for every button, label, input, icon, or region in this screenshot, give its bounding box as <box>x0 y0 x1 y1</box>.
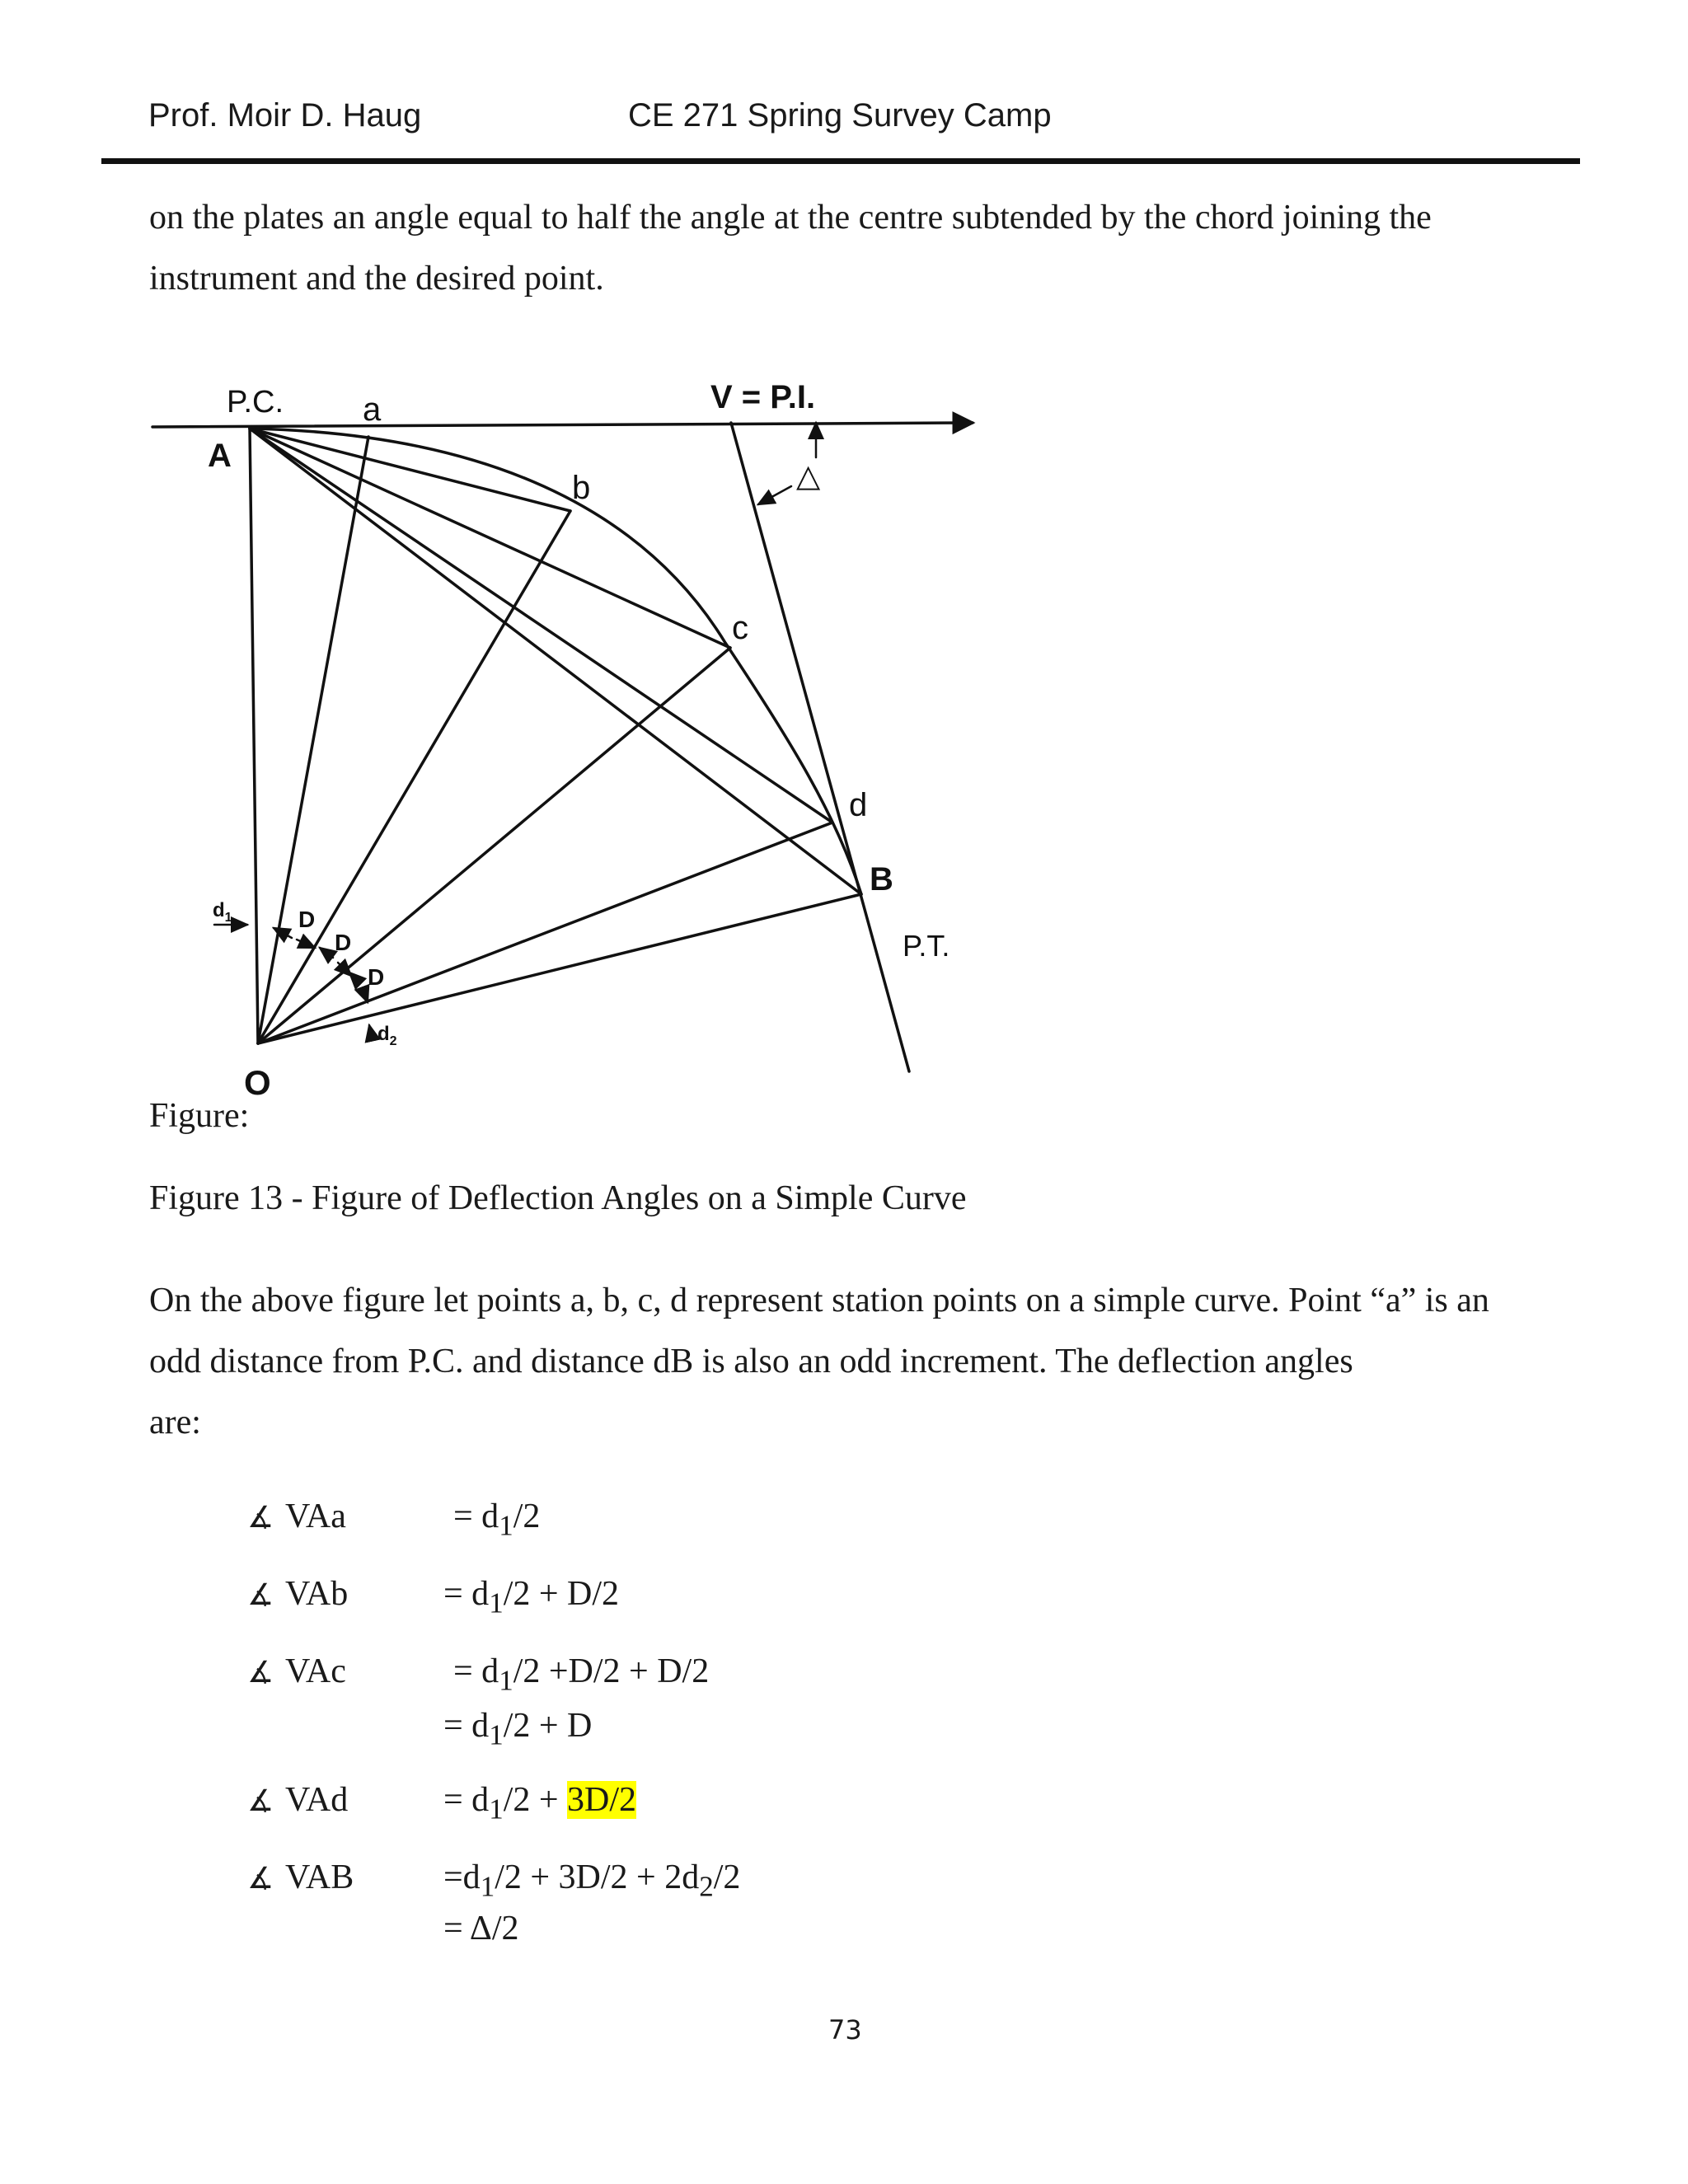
label-pc: P.C. <box>227 385 284 419</box>
body-line-3: are: <box>149 1404 201 1441</box>
label-D-3: D <box>368 964 385 990</box>
figure-label: Figure: <box>149 1097 250 1135</box>
D-arrow-3a <box>349 972 359 982</box>
angle-icon: ∡ <box>247 1784 274 1818</box>
eq-vaa-lhs: ∡ VAa <box>247 1497 346 1535</box>
eq-vaa-rhs: = $d_1/2$ <box>453 1497 541 1542</box>
eq-vab-cap-rhs-2: = Δ/2 <box>443 1910 519 1947</box>
eq-vac-rhs-2: = $d_1/2 + D$ <box>443 1707 593 1751</box>
label-D-1: D <box>298 907 316 932</box>
label-d2: $d_2$ <box>377 1023 397 1048</box>
D-arrow-2a <box>320 948 333 958</box>
eq-vac-rhs: = $d_1/2 +D/2 + D/2$ <box>453 1652 710 1697</box>
eq-vad-rhs: = $d_1/2 + 3D/2$ <box>443 1781 637 1825</box>
header-course-title: CE 271 Spring Survey Camp <box>628 97 1052 134</box>
angle-icon: ∡ <box>247 1862 274 1896</box>
body-line-2: odd distance from P.C. and distance dB is also an odd increment. The deflection angles <box>149 1343 1353 1380</box>
intro-line-2: instrument and the desired point. <box>149 260 604 298</box>
eq-vab-cap-lhs: ∡ VAB <box>247 1858 354 1896</box>
label-a: a <box>363 391 382 428</box>
D-arrow-1b <box>297 940 315 948</box>
label-d1: $d_1$ <box>213 899 232 925</box>
radius-a-o <box>250 429 258 1043</box>
angle-icon: ∡ <box>247 1578 274 1612</box>
angle-icon: ∡ <box>247 1501 274 1535</box>
label-delta: △ <box>796 459 821 494</box>
label-B: B <box>870 861 893 898</box>
label-pt: P.T. <box>903 929 950 963</box>
header-author: Prof. Moir D. Haug <box>148 97 422 134</box>
chord-a-c <box>250 429 730 648</box>
page-number: 73 <box>828 2014 862 2046</box>
delta-arrow-left <box>758 486 791 504</box>
chord-a-b <box>250 429 570 511</box>
highlighted-term: 3D/2 <box>567 1781 637 1819</box>
label-pi: V = P.I. <box>710 379 816 415</box>
eq-vad-lhs: ∡ VAd <box>247 1781 349 1819</box>
figure-caption: Figure 13 - Figure of Deflection Angles on a Simple Curve <box>149 1179 967 1217</box>
eq-vab-rhs: = $d_1/2 + D/2$ <box>443 1575 620 1619</box>
label-b: b <box>572 470 591 506</box>
eq-vab-cap-rhs: $=d_1/2 + 3D/2 + 2d_2/2$ <box>443 1858 741 1903</box>
eq-vac-lhs: ∡ VAc <box>247 1652 346 1690</box>
label-O: O <box>244 1063 271 1102</box>
tangent-line-back <box>152 423 973 427</box>
tangent-line-forward <box>731 423 909 1071</box>
label-d: d <box>849 787 868 823</box>
label-D-2: D <box>335 930 352 955</box>
radius-o-b-station <box>258 511 570 1043</box>
label-A: A <box>208 438 232 474</box>
eq-vab-lhs: ∡ VAb <box>247 1575 349 1613</box>
radius-o-a <box>258 437 368 1043</box>
body-line-1: On the above figure let points a, b, c, d represent station points on a simple curve. Point “a” is an <box>149 1282 1489 1319</box>
angle-icon: ∡ <box>247 1656 274 1690</box>
label-c: c <box>732 610 748 646</box>
intro-line-1: on the plates an angle equal to half the angle at the centre subtended by the chord joining the <box>149 199 1432 237</box>
D-arrow-3b <box>363 989 368 1002</box>
d2-arrow <box>369 1025 373 1040</box>
